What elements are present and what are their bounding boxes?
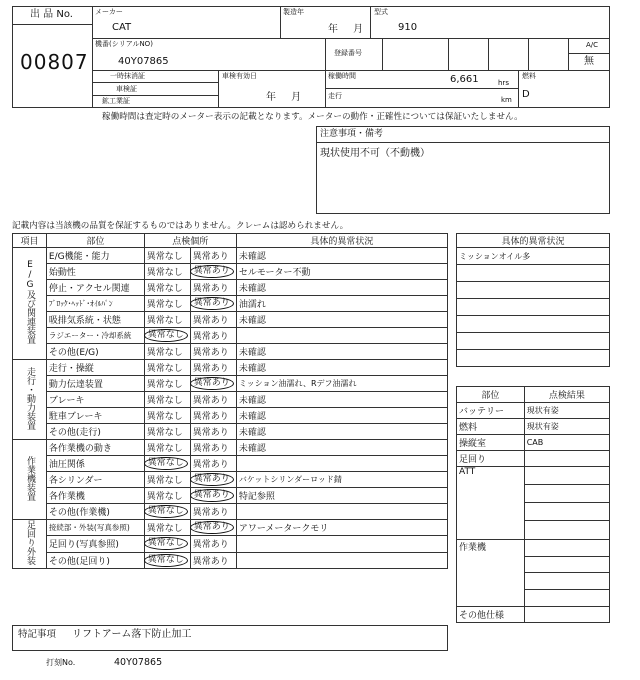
group-label: 足回り外装 [13,520,47,569]
check-abnormal: 異常あり [190,456,236,472]
check-normal: 異常なし [144,488,190,504]
group-label: 作業機装置 [13,440,47,520]
temp-plate-label: 一時抹消証 [110,72,145,80]
part-cell: 接続部・外装(写真参照) [46,520,144,536]
vehicle-cert-label: 車検証 [116,85,137,93]
table-row [13,440,448,456]
mine-cert-label: 鉱工業証 [102,97,130,105]
hours-value: 6,661 [450,74,479,85]
detail-cell: セルモーター不動 [236,264,447,280]
hours-unit: hrs [498,79,509,87]
check-normal: 異常なし [144,328,190,344]
results-part: その他仕様 [457,607,525,623]
check-abnormal: 異常あり [190,520,236,536]
table-row [13,552,448,568]
check-normal: 異常なし [144,344,190,360]
right-detail-row [457,333,610,350]
check-normal: 異常なし [144,520,190,536]
check-abnormal: 異常あり [190,328,236,344]
col-item: 項目 [13,234,47,248]
detail-cell: 未確認 [236,392,447,408]
check-normal: 異常なし [144,296,190,312]
results-value [524,607,609,623]
part-cell: その他(E/G) [46,344,144,360]
table-row [13,248,448,264]
year-month: 年 月 [328,24,370,35]
right-detail-row [457,316,610,333]
detail-cell: 油濡れ [236,296,447,312]
check-abnormal: 異常あり [190,392,236,408]
part-cell: 停止・アクセル関連 [46,280,144,296]
detail-cell: 未確認 [236,360,447,376]
ac-value: 無 [584,56,594,67]
results-col-result: 点検結果 [524,387,609,403]
results-row [457,419,610,435]
results-value [524,451,609,467]
table-row [13,360,448,376]
detail-cell: 未確認 [236,312,447,328]
check-abnormal: 異常あり [190,312,236,328]
results-row [457,540,610,607]
inspection-label: 車検有効日 [222,72,257,80]
part-cell: 足回り(写真参照) [46,536,144,552]
special-label: 特記事項 [18,629,57,640]
meter-note: 稼働時間は査定時のメーター表示の記載となります。メーターの動作・正確性については保証いたしません。 [102,112,523,122]
col-detail: 具体的異常状況 [236,234,447,248]
col-part: 部位 [46,234,144,248]
results-part: 燃料 [457,419,525,435]
detail-cell: ミッション油濡れ、Rデフ油濡れ [236,376,447,392]
table-row [13,280,448,296]
check-abnormal: 異常あり [190,280,236,296]
results-row [457,403,610,419]
check-normal: 異常なし [144,552,190,568]
check-normal: 異常なし [144,376,190,392]
results-row [457,607,610,623]
check-normal: 異常なし [144,536,190,552]
col-check: 点検個所 [144,234,236,248]
part-cell: 駐車ブレーキ [46,408,144,424]
detail-cell: アワーメータークモリ [236,520,447,536]
part-cell: ブレーキ [46,392,144,408]
results-value: 現状有姿 [524,403,609,419]
inspection-table [12,233,448,569]
check-abnormal: 異常あり [190,248,236,264]
table-row [13,328,448,344]
part-cell: E/G機能・能力 [46,248,144,264]
detail-cell: 未確認 [236,344,447,360]
stamp-label: 打刻No. [46,658,76,667]
results-row [457,451,610,467]
results-value [524,467,609,540]
model-value: 910 [398,22,418,33]
check-abnormal: 異常あり [190,360,236,376]
notes-box [316,126,610,214]
right-detail-row [457,282,610,299]
ac-label: A/C [586,41,599,49]
detail-cell: 未確認 [236,248,447,264]
header-frame [12,6,610,108]
check-normal: 異常なし [144,280,190,296]
check-normal: 異常なし [144,248,190,264]
results-part: 操縦室 [457,435,525,451]
check-abnormal: 異常あり [190,488,236,504]
table-row [13,344,448,360]
results-value [524,540,609,607]
check-normal: 異常なし [144,424,190,440]
check-abnormal: 異常あり [190,408,236,424]
check-normal: 異常なし [144,456,190,472]
check-abnormal: 異常あり [190,264,236,280]
lot-label: 出 品 No. [30,9,73,20]
year-label: 製造年 [283,8,304,16]
check-normal: 異常なし [144,264,190,280]
part-cell: ﾌﾞﾛｯｸ･ﾍｯﾄﾞ･ｵｲﾙﾊﾟﾝ [46,296,144,312]
right-detail-header: 具体的異常状況 [457,234,610,248]
right-detail-row [457,265,610,282]
part-cell: 各作業機 [46,488,144,504]
detail-cell: バケットシリンダーロッド錆 [236,472,447,488]
results-part: バッテリー [457,403,525,419]
check-abnormal: 異常あり [190,504,236,520]
maker-value: CAT [112,22,132,33]
check-abnormal: 異常あり [190,296,236,312]
notes-text: 現状使用不可（不動機） [320,148,430,159]
part-cell: 始動性 [46,264,144,280]
table-row [13,424,448,440]
check-normal: 異常なし [144,312,190,328]
special-text: リフトアーム落下防止加工 [72,629,192,640]
travel-label: 走行 [328,92,342,100]
part-cell: その他(作業機) [46,504,144,520]
part-cell: 動力伝達装置 [46,376,144,392]
model-label: 型式 [374,8,388,16]
table-row [13,520,448,536]
results-row [457,467,610,540]
check-abnormal: 異常あり [190,552,236,568]
results-part: 足回り [457,451,525,467]
results-value: CAB [524,435,609,451]
detail-cell [236,456,447,472]
detail-cell: 特記参照 [236,488,447,504]
part-cell: 走行・操縦 [46,360,144,376]
check-normal: 異常なし [144,440,190,456]
table-row [13,296,448,312]
table-row [13,536,448,552]
check-abnormal: 異常あり [190,536,236,552]
table-row [13,264,448,280]
check-normal: 異常なし [144,504,190,520]
results-value: 現状有姿 [524,419,609,435]
table-row [13,488,448,504]
right-detail-row [457,350,610,367]
part-cell: 各作業機の動き [46,440,144,456]
check-abnormal: 異常あり [190,440,236,456]
right-detail-row: ミッションオイル多 [457,248,610,265]
results-table [456,386,610,623]
reg-label: 登録番号 [334,49,362,57]
table-row [13,456,448,472]
inspection-ym: 年 月 [266,92,308,103]
fuel-value: D [522,89,530,100]
results-part: 作業機 [457,540,525,607]
table-row [13,376,448,392]
detail-cell [236,536,447,552]
detail-cell: 未確認 [236,408,447,424]
part-cell: ラジエーター・冷却系統 [46,328,144,344]
disclaimer: 記載内容は当該機の品質を保証するものではありません。クレームは認められません。 [12,221,349,231]
detail-cell: 未確認 [236,424,447,440]
table-row [13,408,448,424]
lot-number: 00807 [20,50,89,74]
table-row [13,504,448,520]
detail-cell [236,552,447,568]
serial-value: 40Y07865 [118,56,169,67]
results-col-part: 部位 [457,387,525,403]
part-cell: その他(走行) [46,424,144,440]
stamp-value: 40Y07865 [114,657,163,668]
detail-cell: 未確認 [236,440,447,456]
check-normal: 異常なし [144,392,190,408]
check-normal: 異常なし [144,472,190,488]
results-row [457,435,610,451]
part-cell: 油圧関係 [46,456,144,472]
check-abnormal: 異常あり [190,424,236,440]
right-detail-row [457,299,610,316]
part-cell: 吸排気系統・状態 [46,312,144,328]
check-normal: 異常なし [144,408,190,424]
part-cell: その他(足回り) [46,552,144,568]
table-row [13,472,448,488]
detail-cell [236,328,447,344]
group-label: E/G及び関連装置 [13,248,47,360]
detail-cell: 未確認 [236,280,447,296]
km-unit: km [501,96,512,104]
maker-label: メーカー [95,8,123,16]
results-part: ATT [457,467,525,540]
part-cell: 各シリンダー [46,472,144,488]
check-abnormal: 異常あり [190,376,236,392]
notes-label: 注意事項・備考 [320,129,384,139]
check-abnormal: 異常あり [190,472,236,488]
hours-label: 稼働時間 [328,72,356,80]
detail-cell [236,504,447,520]
check-normal: 異常なし [144,360,190,376]
fuel-label: 燃料 [522,72,536,80]
table-row [13,312,448,328]
check-abnormal: 異常あり [190,344,236,360]
right-detail-table [456,233,610,367]
serial-label: 機番(シリアルNO) [95,40,153,48]
table-row [13,392,448,408]
group-label: 走行・動力装置 [13,360,47,440]
